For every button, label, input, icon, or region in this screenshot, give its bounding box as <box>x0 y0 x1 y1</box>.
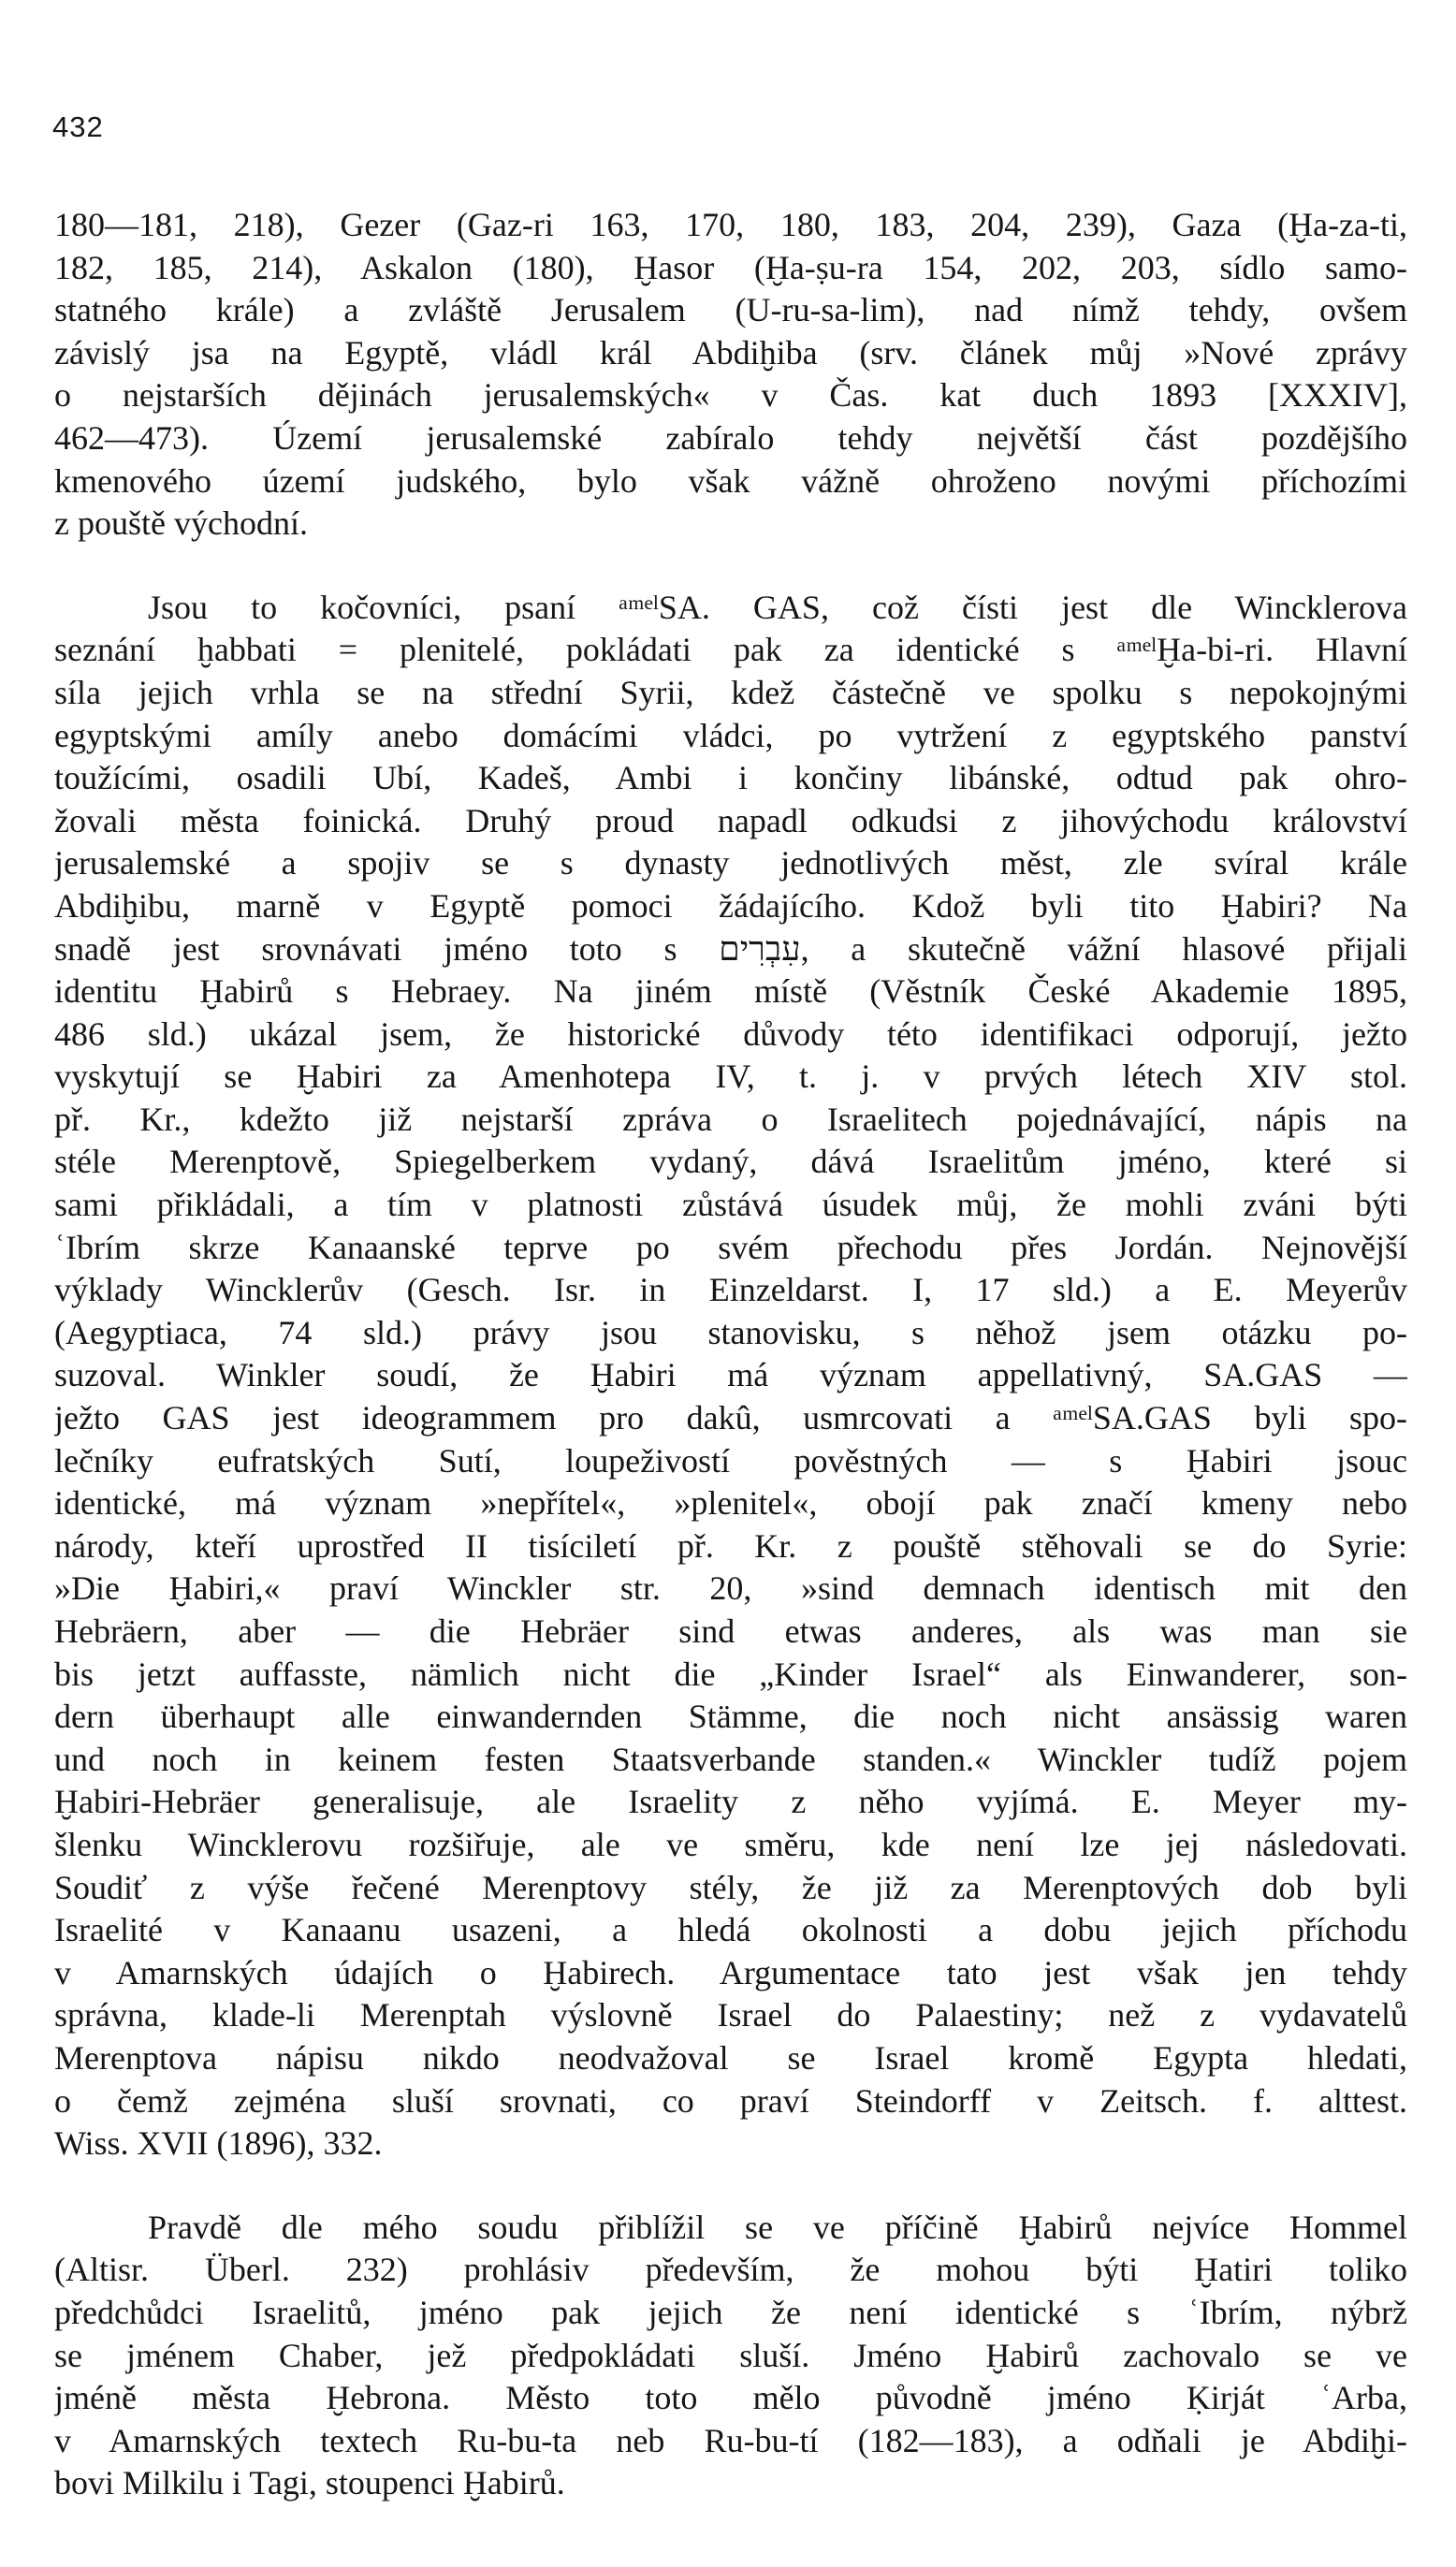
page-number: 432 <box>52 110 104 143</box>
text-line: 180—181, 218), Gezer (Gaz-ri 163, 170, 180, 183, 204, 239), Gaza (Ḫa-za-ti, <box>54 206 1407 243</box>
text-line: snadě jest srovnávati jméno toto s עִבְרִים, a skutečně vážní hlasové přijali <box>54 929 1407 968</box>
text-line: v Amarnských textech Ru-bu-ta neb Ru-bu-tí (182—183), a odňali je Abdiḫi- <box>54 2421 1407 2459</box>
text-line: kmenového území judského, bylo však vážně ohroženo novými příchozími <box>54 461 1407 500</box>
text-line: závislý jsa na Egyptě, vládl král Abdiḫiba (srv. článek můj »Nové zprávy <box>54 333 1407 372</box>
text-line: stéle Merenptově, Spiegelberkem vydaný, dává Israelitům jméno, které si <box>54 1143 1407 1181</box>
text-line: jerusalemské a spojiv se s dynasty jednotlivých měst, zle svíral krále <box>54 844 1407 882</box>
text-line: bis jetzt auffasste, nämlich nicht die „Kinder Israel“ als Einwanderer, son- <box>54 1655 1407 1693</box>
text-line: o nejstarších dějinách jerusalemských« v Čas. kat duch 1893 [XXXIV], <box>54 376 1407 415</box>
text-line: Pravdě dle mého soudu přiblížil se ve příčině Ḫabirů nejvíce Hommel <box>148 2208 1407 2246</box>
text-line: výklady Wincklerův (Gesch. Isr. in Einzeldarst. I, 17 sld.) a E. Meyerův <box>54 1271 1407 1309</box>
text-line: bovi Milkilu i Tagi, stoupenci Ḫabirů. <box>54 2464 565 2502</box>
text-line: 462—473). Území jerusalemské zabíralo tehdy největší část pozdějšího <box>54 418 1407 457</box>
text-line: Merenptova nápisu nikdo neodvažoval se Israel kromě Egypta hledati, <box>54 2038 1407 2077</box>
paragraph <box>54 204 1407 546</box>
text-line: statného krále) a zvláště Jerusalem (U-ru-sa-lim), nad nímž tehdy, ovšem <box>54 291 1407 329</box>
body-text <box>54 204 1407 2505</box>
text-line: Jsou to kočovníci, psaní ᵃᵐᵉˡSA. GAS, což čísti jest dle Wincklerova <box>148 588 1407 626</box>
text-line: se jménem Chaber, jež předpokládati sluší. Jméno Ḫabirů zachovalo se ve <box>54 2336 1407 2374</box>
text-line: vyskytují se Ḫabiri za Amenhotepa IV, t. j. v prvých létech XIV stol. <box>54 1057 1407 1096</box>
text-line: identické, má význam »nepřítel«, »plenitel«, obojí pak značí kmeny nebo <box>54 1484 1407 1523</box>
text-line: jméně města Ḫebrona. Město toto mělo původně jméno Ḳirját ʿArba, <box>54 2379 1407 2417</box>
text-line: 486 sld.) ukázal jsem, že historické důvody této identifikaci odporují, ježto <box>54 1014 1407 1053</box>
text-line: v Amarnských údajích o Ḫabirech. Argumentace tato jest však jen tehdy <box>54 1953 1407 1991</box>
text-line: ʿIbrím skrze Kanaanské teprve po svém přechodu přes Jordán. Nejnovější <box>54 1228 1407 1266</box>
text-line: sami přikládali, a tím v platnosti zůstává úsudek můj, že mohli zváni býti <box>54 1186 1407 1224</box>
text-line: suzoval. Winkler soudí, že Ḫabiri má význam appellativný, SA.GAS — <box>54 1356 1407 1394</box>
text-line: správna, klade-li Merenptah výslovně Israel do Palaestiny; než z vydavatelů <box>54 1996 1407 2035</box>
text-line: žovali města foinická. Druhý proud napadl odkudsi z jihovýchodu království <box>54 801 1407 839</box>
text-line: Wiss. XVII (1896), 332. <box>54 2124 383 2163</box>
text-line: identitu Ḫabirů s Hebraey. Na jiném místě (Věstník České Akademie 1895, <box>54 972 1407 1011</box>
text-line: Soudiť z výše řečené Merenptovy stély, že již za Merenptových dob byli <box>54 1868 1407 1906</box>
text-line: egyptskými amíly anebo domácími vládci, po vytržení z egyptského panství <box>54 716 1407 754</box>
text-line: o čemž zejména sluší srovnati, co praví Steindorff v Zeitsch. f. alttest. <box>54 2081 1407 2120</box>
text-line: »Die Ḫabiri,« praví Winckler str. 20, »sind demnach identisch mit den <box>54 1569 1407 1608</box>
text-line: (Altisr. Überl. 232) prohlásiv především, že mohou býti Ḫatiri toliko <box>54 2251 1407 2289</box>
text-line: z pouště východní. <box>54 504 308 543</box>
paragraph <box>54 587 1407 2166</box>
text-line: národy, kteří uprostřed II tisíciletí př. Kr. z pouště stěhovali se do Syrie: <box>54 1526 1407 1565</box>
text-line: síla jejich vrhla se na střední Syrii, kdež částečně ve spolku s nepokojnými <box>54 673 1407 711</box>
text-line: toužícími, osadili Ubí, Kadeš, Ambi i končiny libánské, odtud pak ohro- <box>54 759 1407 797</box>
text-line: ježto GAS jest ideogrammem pro dakû, usmrcovati a ᵃᵐᵉˡSA.GAS byli spo- <box>54 1399 1407 1437</box>
text-line: předchůdci Israelitů, jméno pak jejich že není identické s ʿIbrím, nýbrž <box>54 2293 1407 2331</box>
text-line: und noch in keinem festen Staatsverbande standen.« Winckler tudíž pojem <box>54 1740 1407 1778</box>
text-line: Abdiḫibu, marně v Egyptě pomoci žádajícího. Kdož byli tito Ḫabiri? Na <box>54 886 1407 925</box>
text-line: dern überhaupt alle einwandernden Stämme, die noch nicht ansässig waren <box>54 1698 1407 1736</box>
text-line: př. Kr., kdežto již nejstarší zpráva o Israelitech pojednávající, nápis na <box>54 1100 1407 1138</box>
paragraph <box>54 2207 1407 2505</box>
text-line: šlenku Wincklerovu rozšiřuje, ale ve směru, kde není lze jej následovati. <box>54 1825 1407 1863</box>
text-line: seznání ḫabbati = plenitelé, pokládati pak za identické s ᵃᵐᵉˡḪa-bi-ri. Hlavní <box>54 631 1407 669</box>
text-line: Israelité v Kanaanu usazeni, a hledá okolnosti a dobu jejich příchodu <box>54 1911 1407 1949</box>
text-line: (Aegyptiaca, 74 sld.) právy jsou stanovisku, s něhož jsem otázku po- <box>54 1313 1407 1351</box>
text-line: Hebräern, aber — die Hebräer sind etwas anderes, als was man sie <box>54 1612 1407 1650</box>
text-line: lečníky eufratských Sutí, loupeživostí pověstných — s Ḫabiri jsouc <box>54 1441 1407 1480</box>
text-line: 182, 185, 214), Askalon (180), Ḫasor (Ḫa-ṣu-ra 154, 202, 203, sídlo samo- <box>54 248 1407 286</box>
text-line: Ḫabiri-Hebräer generalisuje, ale Israelity z něho vyjímá. E. Meyer my- <box>54 1783 1407 1821</box>
